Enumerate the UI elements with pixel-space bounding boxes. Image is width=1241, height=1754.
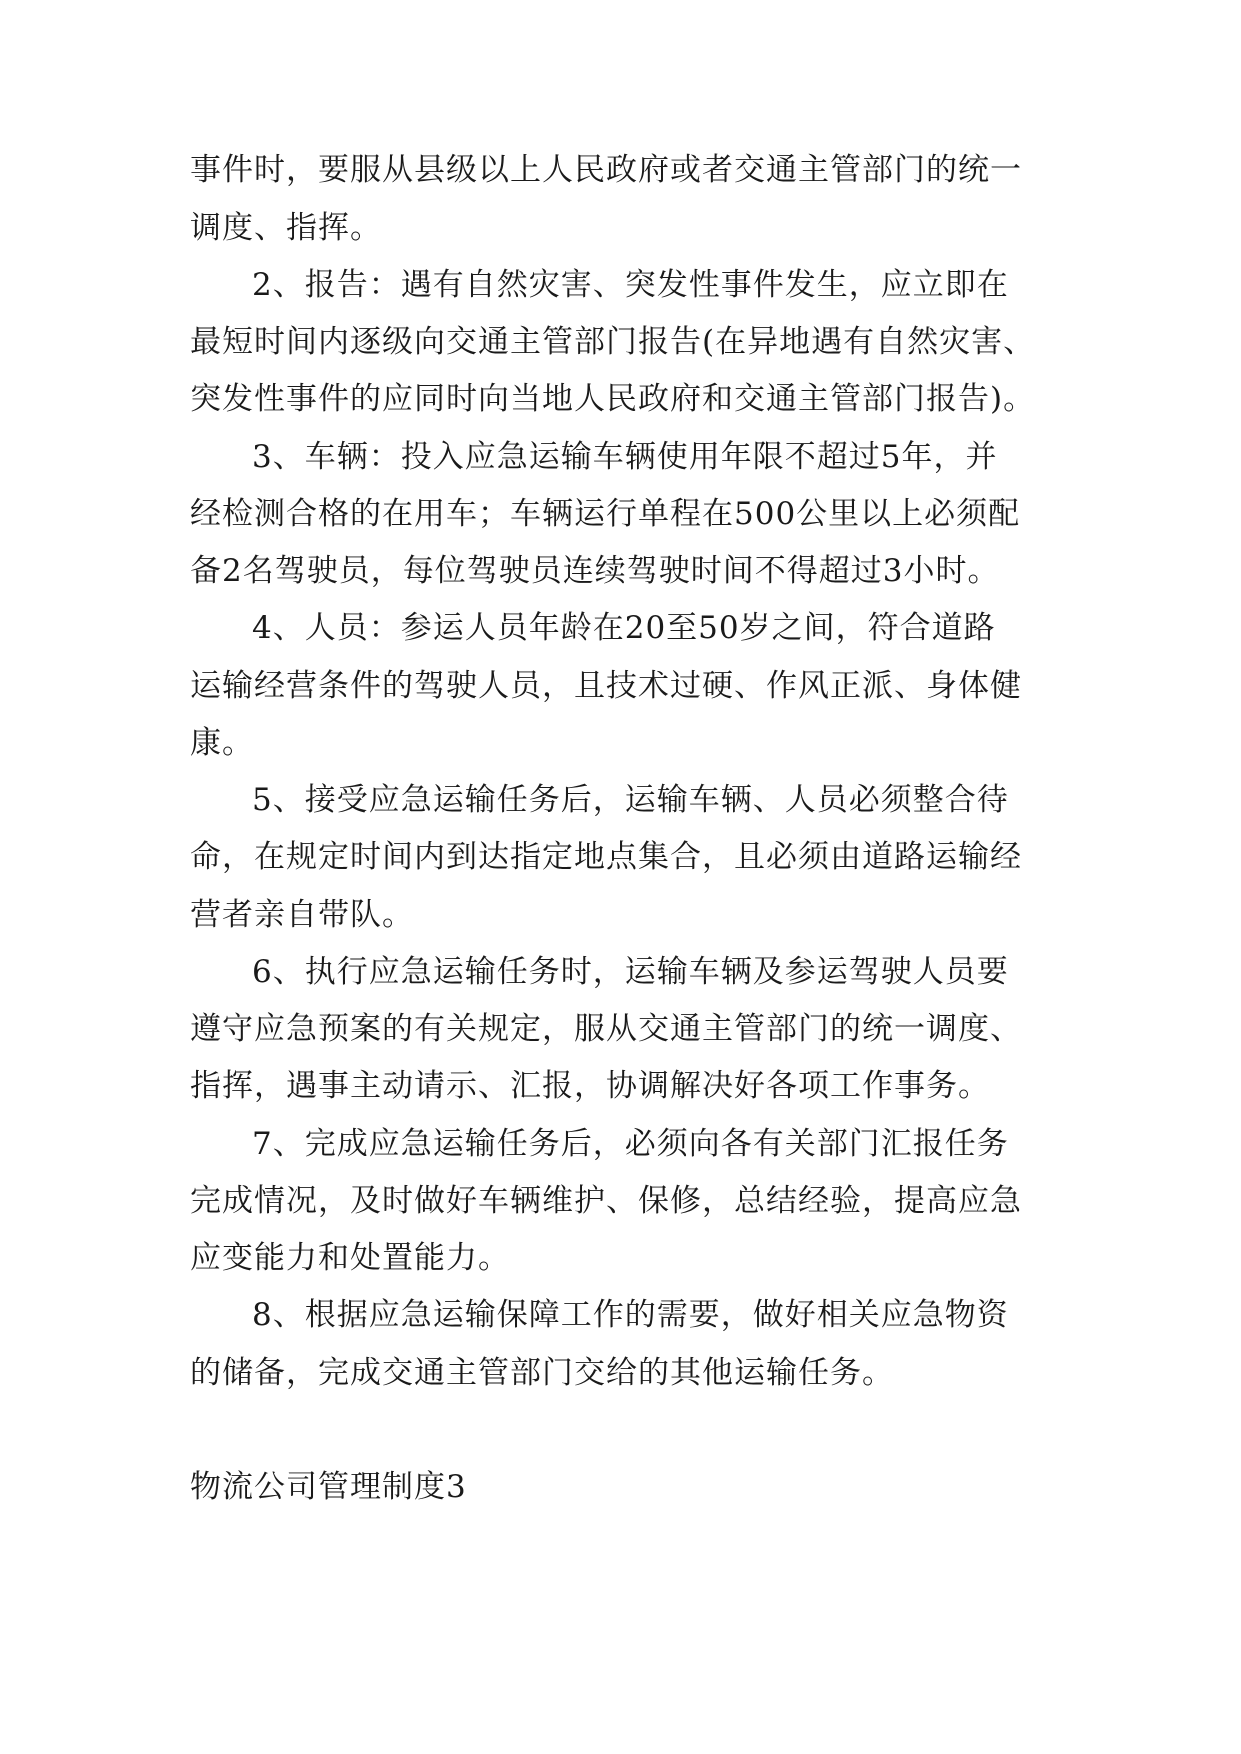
text-line: 的储备，完成交通主管部门交给的其他运输任务。 <box>190 1355 894 1391</box>
text-line: 7、完成应急运输任务后，必须向各有关部门汇报任务 <box>252 1126 1009 1162</box>
text-line: 备2名驾驶员，每位驾驶员连续驾驶时间不得超过3小时。 <box>190 553 1000 589</box>
text-line: 经检测合格的在用车；车辆运行单程在500公里以上必须配 <box>190 496 1021 532</box>
text-line: 突发性事件的应同时向当地人民政府和交通主管部门报告)。 <box>190 381 1036 417</box>
text-line: 调度、指挥。 <box>190 210 382 246</box>
text-line: 指挥，遇事主动请示、汇报，协调解决好各项工作事务。 <box>190 1068 990 1104</box>
text-line: 5、接受应急运输任务后，运输车辆、人员必须整合待 <box>252 782 1009 818</box>
text-line: 命，在规定时间内到达指定地点集合，且必须由道路运输经 <box>190 839 1022 875</box>
text-line: 最短时间内逐级向交通主管部门报告(在异地遇有自然灾害、 <box>190 324 1036 360</box>
text-line: 4、人员：参运人员年龄在20至50岁之间，符合道路 <box>252 610 996 646</box>
text-line: 康。 <box>190 725 254 761</box>
text-line: 完成情况，及时做好车辆维护、保修，总结经验，提高应急 <box>190 1183 1022 1219</box>
text-line: 运输经营条件的驾驶人员，且技术过硬、作风正派、身体健 <box>190 668 1022 704</box>
text-line: 3、车辆：投入应急运输车辆使用年限不超过5年，并 <box>252 439 998 475</box>
text-line: 8、根据应急运输保障工作的需要，做好相关应急物资 <box>252 1297 1009 1333</box>
text-line: 应变能力和处置能力。 <box>190 1240 510 1276</box>
text-line: 营者亲自带队。 <box>190 897 414 933</box>
text-line: 2、报告：遇有自然灾害、突发性事件发生，应立即在 <box>252 267 1009 303</box>
section-heading: 物流公司管理制度3 <box>190 1469 467 1505</box>
text-line: 事件时，要服从县级以上人民政府或者交通主管部门的统一 <box>190 152 1022 188</box>
text-line: 6、执行应急运输任务时，运输车辆及参运驾驶人员要 <box>252 954 1009 990</box>
text-line: 遵守应急预案的有关规定，服从交通主管部门的统一调度、 <box>190 1011 1022 1047</box>
